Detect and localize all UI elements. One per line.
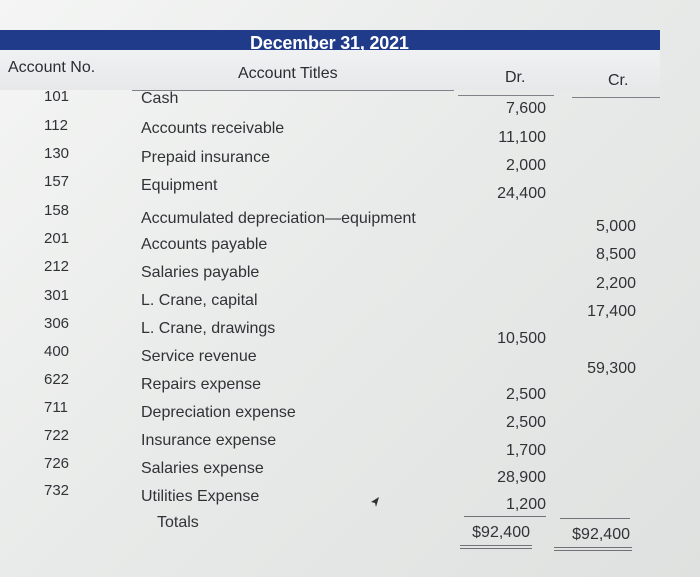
account-title: Service revenue: [141, 348, 257, 365]
credit-amount: 5,000: [595, 218, 636, 235]
mouse-pointer-icon: [370, 496, 384, 512]
account-title: Equipment: [141, 177, 218, 194]
credit-total: $92,400: [572, 526, 630, 543]
debit-amount: 10,500: [497, 330, 546, 347]
debit-amount: 2,500: [505, 414, 546, 431]
credit-amount: 59,300: [587, 360, 636, 377]
credit-subtotal-rule: [560, 518, 630, 519]
debit-amount: 1,700: [505, 442, 546, 459]
account-no: 301: [44, 287, 70, 304]
account-title: L. Crane, capital: [141, 292, 258, 309]
account-no: 212: [44, 258, 70, 275]
account-title: L. Crane, drawings: [141, 320, 276, 337]
account-no: 112: [44, 117, 68, 134]
account-no: 101: [44, 88, 70, 105]
account-no: 711: [44, 399, 68, 416]
account-title: Repairs expense: [141, 376, 262, 393]
credit-total-double-underline: [554, 547, 632, 551]
credit-amount: 2,200: [595, 275, 636, 292]
column-header-account-titles: Account Titles: [238, 65, 338, 82]
account-title: Accounts payable: [141, 236, 268, 253]
account-title: Accumulated depreciation—equipment: [141, 210, 416, 227]
header-underline-titles: [132, 90, 454, 91]
debit-amount: 2,500: [505, 386, 546, 403]
column-header-debit: Dr.: [505, 69, 526, 86]
account-no: 732: [44, 482, 70, 499]
header-underline-debit: [458, 95, 554, 96]
account-title: Utilities Expense: [141, 488, 260, 505]
statement-date: December 31, 2021: [250, 33, 409, 53]
account-no: 201: [44, 230, 70, 247]
debit-amount: 1,200: [505, 496, 546, 513]
header-underline-credit: [572, 97, 660, 98]
account-no: 306: [44, 315, 70, 332]
account-no: 157: [44, 173, 70, 190]
column-header-account-no: Account No.: [8, 59, 96, 76]
account-title: Accounts receivable: [141, 120, 285, 137]
debit-amount: 24,400: [497, 185, 546, 202]
account-title: Insurance expense: [141, 432, 277, 449]
debit-amount: 11,100: [498, 129, 546, 146]
account-no: 726: [44, 455, 70, 472]
account-title: Salaries expense: [141, 460, 264, 477]
account-no: 722: [44, 427, 70, 444]
credit-amount: 17,400: [587, 303, 636, 320]
credit-amount: 8,500: [595, 246, 636, 263]
account-no: 622: [44, 371, 70, 388]
debit-subtotal-rule: [464, 516, 546, 517]
account-no: 400: [44, 343, 70, 360]
totals-label: Totals: [157, 514, 199, 531]
account-title: Depreciation expense: [141, 404, 296, 421]
account-no: 130: [44, 145, 70, 162]
debit-amount: 7,600: [505, 100, 546, 117]
account-title: Prepaid insurance: [141, 149, 270, 166]
debit-amount: 28,900: [497, 469, 546, 486]
debit-amount: 2,000: [505, 157, 546, 174]
debit-total: $92,400: [472, 524, 530, 541]
debit-total-double-underline: [460, 545, 532, 549]
account-no: 158: [44, 202, 70, 219]
account-title: Salaries payable: [141, 264, 260, 281]
column-header-credit: Cr.: [608, 72, 629, 89]
account-title: Cash: [141, 90, 179, 107]
